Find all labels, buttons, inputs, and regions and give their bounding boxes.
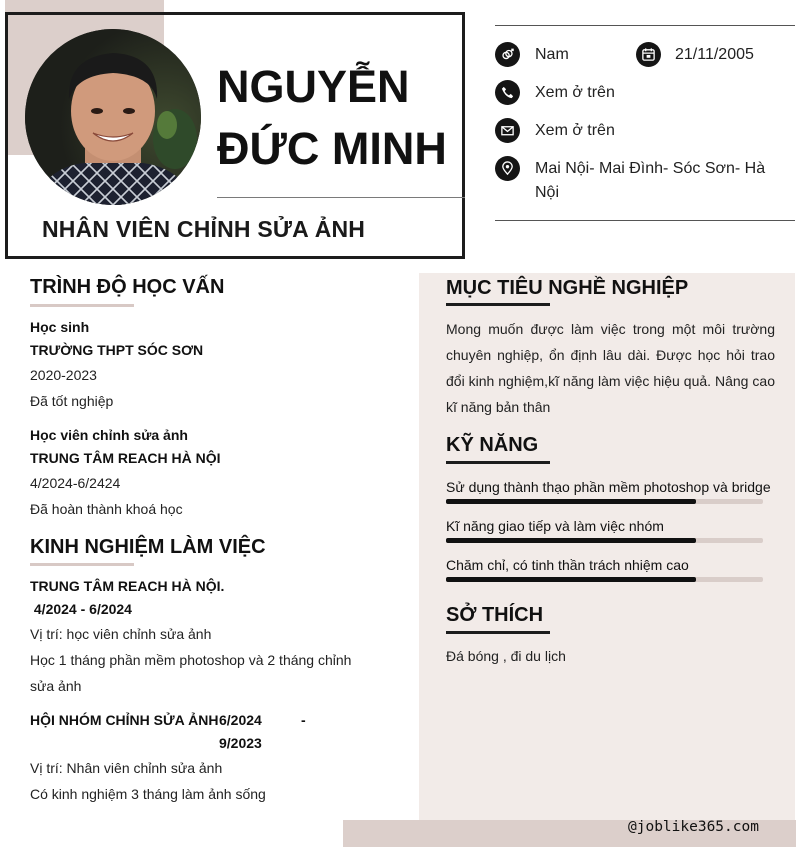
skill-1-label: Sử dụng thành thạo phần mềm photoshop và bridge — [446, 479, 771, 495]
birthday-value: 21/11/2005 — [675, 46, 754, 63]
objective-text: Mong muốn được làm việc trong một môi trường chuyên nghiệp, ổn định lâu dài. Được học hỏi trao đổi kinh nghiệm,kĩ năng làm việc hiệu quả. Nâng cao kĩ năng bản thân — [446, 321, 775, 415]
hobbies-title: SỞ THÍCH — [446, 604, 544, 626]
phone-value: Xem ở trên — [535, 84, 615, 101]
skill-3-bar — [446, 577, 763, 582]
email-value: Xem ở trên — [535, 122, 615, 139]
skill-3-label: Chăm chỉ, có tinh thần trách nhiệm cao — [446, 557, 689, 573]
experience-1-description: Học 1 tháng phần mềm photoshop và 2 tháng chỉnh sửa ảnh — [30, 652, 352, 694]
education-1-school: TRƯỜNG THPT SÓC SƠN — [30, 342, 204, 358]
candidate-name — [217, 56, 462, 180]
education-2-role: Học viên chỉnh sửa ảnh — [30, 427, 188, 443]
experience-1-period: 4/2024 - 6/2024 — [30, 601, 132, 617]
experience-2-period-end: 9/2023 — [219, 735, 262, 751]
skill-2-bar-fill — [446, 538, 696, 543]
experience-2-description: Có kinh nghiệm 3 tháng làm ảnh sống — [30, 786, 266, 802]
gender-icon — [495, 42, 520, 67]
avatar-portrait-image — [25, 29, 201, 205]
name-line-2: ĐỨC MINH — [217, 123, 447, 174]
education-2-school: TRUNG TÂM REACH HÀ NỘI — [30, 450, 221, 466]
education-2-note: Đã hoàn thành khoá học — [30, 501, 183, 517]
name-divider — [217, 197, 465, 198]
education-1-period: 2020-2023 — [30, 367, 97, 383]
gender-value: Nam — [535, 46, 569, 63]
objective-title-underline — [446, 303, 550, 306]
skill-2-bar — [446, 538, 763, 543]
job-title: NHÂN VIÊN CHỈNH SỬA ẢNH — [42, 216, 366, 242]
hobbies-text: Đá bóng , đi du lịch — [446, 648, 566, 664]
education-title-underline — [30, 304, 134, 307]
education-title: TRÌNH ĐỘ HỌC VẤN — [30, 276, 225, 298]
avatar — [25, 29, 201, 205]
watermark: @joblike365.com — [628, 819, 759, 835]
experience-2-period-start: 6/2024 — [219, 712, 262, 728]
skill-2-label: Kĩ năng giao tiếp và làm việc nhóm — [446, 518, 664, 534]
email-icon — [495, 118, 520, 143]
contact-top-divider — [495, 25, 795, 26]
calendar-icon — [636, 42, 661, 67]
contact-bottom-divider — [495, 220, 795, 221]
education-2-period: 4/2024-6/2424 — [30, 475, 121, 491]
address-value: Mai Nội- Mai Đình- Sóc Sơn- Hà Nội — [535, 160, 766, 201]
experience-2-position: Vị trí: Nhân viên chỉnh sửa ảnh — [30, 760, 223, 776]
skill-3-bar-fill — [446, 577, 696, 582]
education-1-role: Học sinh — [30, 319, 90, 335]
phone-icon — [495, 80, 520, 105]
education-1-note: Đã tốt nghiệp — [30, 393, 114, 409]
skill-1-bar — [446, 499, 763, 504]
location-icon — [495, 156, 520, 181]
experience-1-org: TRUNG TÂM REACH HÀ NỘI. — [30, 578, 225, 594]
hobbies-title-underline — [446, 631, 550, 634]
experience-title-underline — [30, 563, 134, 566]
skills-title: KỸ NĂNG — [446, 434, 539, 456]
objective-title: MỤC TIÊU NGHỀ NGHIỆP — [446, 277, 689, 299]
name-line-1: NGUYỄN — [217, 61, 410, 112]
experience-2-org: HỘI NHÓM CHỈNH SỬA ẢNH — [30, 712, 219, 728]
experience-2-period-dash: - — [301, 712, 306, 728]
skills-title-underline — [446, 461, 550, 464]
experience-1-position: Vị trí: học viên chỉnh sửa ảnh — [30, 626, 212, 642]
experience-title: KINH NGHIỆM LÀM VIỆC — [30, 536, 266, 558]
skill-1-bar-fill — [446, 499, 696, 504]
